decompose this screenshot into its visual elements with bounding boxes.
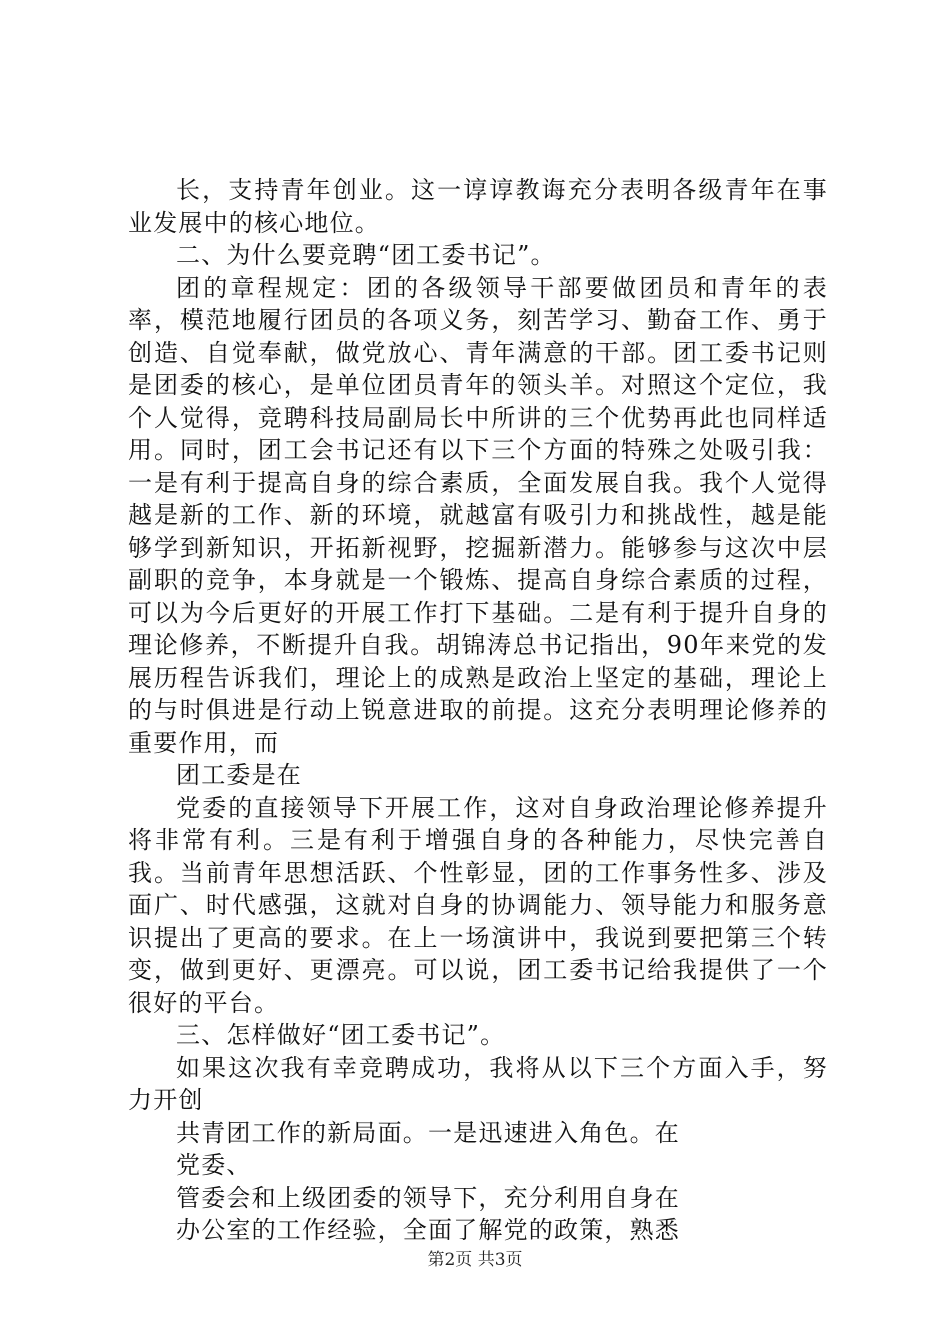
paragraph: 共青团工作的新局面。一是迅速进入角色。在 (176, 1118, 680, 1147)
paragraph: 长，支持青年创业。这一谆谆教诲充分表明各级青年在事业发展中的核心地位。 (128, 176, 828, 237)
page-footer (0, 1245, 950, 1270)
paragraph: 党委、 (176, 1151, 252, 1179)
paragraph: 团工委是在 (176, 761, 302, 789)
paragraph: 党委的直接领导下开展工作，这对自身政治理论修养提升将非常有利。三是有利于增强自身的各种能力，尽快完善自我。当前青年思想活跃、个性彰显，团的工作事务性多、涉及面广、时代感强，这就对自身的协调能力、领导能力和服务意识提出了更高的要求。在上一场演讲中，我说到要把第三个转变，做到更好、更漂亮。可以说，团工委书记给我提供了一个很好的平台。 (128, 793, 828, 1017)
paragraph: 团的章程规定：团的各级领导干部要做团员和青年的表率，模范地履行团员的各项义务，刻苦学习、勤奋工作、勇于创造、自觉奉献，做党放心、青年满意的干部。团工委书记则是团委的核心，是单位团员青年的领头羊。对照这个定位，我个人觉得，竞聘科技局副局长中所讲的三个优势再此也同样适用。同时，团工会书记还有以下三个方面的特殊之处吸引我：一是有利于提高自身的综合素质，全面发展自我。我个人觉得越是新的工作、新的环境，就越富有吸引力和挑战性，越是能够学到新知识，开拓新视野，挖掘新潜力。能够参与这次中层副职的竞争，本身就是一个锻炼、提高自身综合素质的过程，可以为今后更好的开展工作打下基础。二是有利于提升自身的理论修养，不断提升自我。胡锦涛总书记指出，90年来党的发展历程告诉我们，理论上的成熟是政治上坚定的基础，理论上的与时俱进是行动上锐意进取的前提。这充分表明理论修养的重要作用，而 (128, 273, 828, 757)
section-heading: 三、怎样做好“团工委书记”。 (176, 1021, 506, 1049)
document-body (128, 174, 828, 1247)
section-heading: 二、为什么要竞聘“团工委书记”。 (176, 241, 556, 269)
paragraph: 如果这次我有幸竞聘成功，我将从以下三个方面入手，努力开创 (128, 1053, 828, 1114)
paragraph: 管委会和上级团委的领导下，充分利用自身在 (176, 1183, 680, 1212)
page-indicator: 第2页 共3页 (427, 1250, 523, 1270)
paragraph: 办公室的工作经验，全面了解党的政策，熟悉 (176, 1216, 680, 1244)
